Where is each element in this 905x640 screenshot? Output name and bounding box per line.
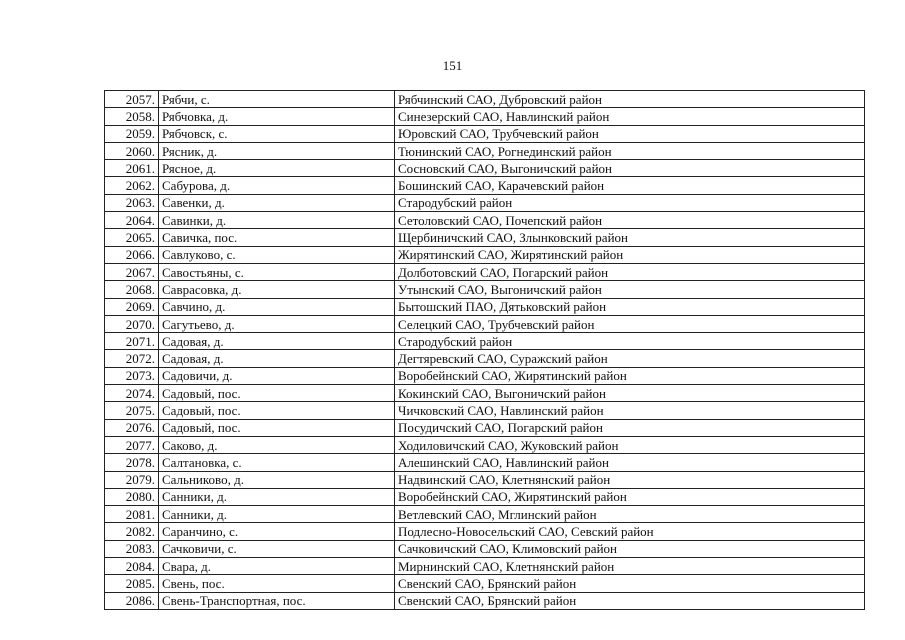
administrative-unit: Щербиничский САО, Злынковский район [395,229,865,246]
row-number: 2062. [105,177,159,194]
settlement-name: Рябчовск, с. [159,125,395,142]
settlement-name: Санники, д. [159,506,395,523]
row-number: 2079. [105,471,159,488]
settlement-name: Сагутьево, д. [159,315,395,332]
table-row [105,298,865,315]
table-row [105,315,865,332]
settlements-table-body [105,91,865,610]
row-number: 2077. [105,436,159,453]
table-row [105,160,865,177]
administrative-unit: Утынский САО, Выгоничский район [395,281,865,298]
settlement-name: Савостьяны, с. [159,263,395,280]
row-number: 2063. [105,194,159,211]
row-number: 2060. [105,142,159,159]
settlement-name: Сачковичи, с. [159,540,395,557]
administrative-unit: Ветлевский САО, Мглинский район [395,506,865,523]
row-number: 2066. [105,246,159,263]
row-number: 2069. [105,298,159,315]
settlement-name: Рябчи, с. [159,91,395,108]
row-number: 2070. [105,315,159,332]
row-number: 2078. [105,454,159,471]
row-number: 2065. [105,229,159,246]
row-number: 2076. [105,419,159,436]
row-number: 2084. [105,558,159,575]
row-number: 2067. [105,263,159,280]
table-row [105,402,865,419]
table-row [105,385,865,402]
table-row [105,350,865,367]
settlement-name: Савлуково, с. [159,246,395,263]
settlement-name: Савенки, д. [159,194,395,211]
administrative-unit: Долботовский САО, Погарский район [395,263,865,280]
page-number: 151 [442,58,463,73]
settlement-name: Сабурова, д. [159,177,395,194]
settlement-name: Савчино, д. [159,298,395,315]
table-row [105,540,865,557]
table-row [105,488,865,505]
settlement-name: Садовичи, д. [159,367,395,384]
settlement-name: Рясное, д. [159,160,395,177]
table-row [105,263,865,280]
row-number: 2073. [105,367,159,384]
administrative-unit: Кокинский САО, Выгоничский район [395,385,865,402]
table-row [105,246,865,263]
table-row [105,575,865,592]
administrative-unit: Свенский САО, Брянский район [395,592,865,609]
row-number: 2071. [105,333,159,350]
row-number: 2061. [105,160,159,177]
administrative-unit: Бытошский ПАО, Дятьковский район [395,298,865,315]
administrative-unit: Сосновский САО, Выгоничский район [395,160,865,177]
table-row [105,177,865,194]
row-number: 2082. [105,523,159,540]
row-number: 2064. [105,212,159,229]
settlement-name: Садовый, пос. [159,402,395,419]
row-number: 2074. [105,385,159,402]
table-row [105,454,865,471]
row-number: 2058. [105,108,159,125]
settlement-name: Свара, д. [159,558,395,575]
settlement-name: Сальниково, д. [159,471,395,488]
settlements-table [104,90,865,610]
settlement-name: Садовый, пос. [159,385,395,402]
administrative-unit: Стародубский район [395,333,865,350]
table-row [105,108,865,125]
administrative-unit: Юровский САО, Трубчевский район [395,125,865,142]
table-row [105,194,865,211]
table-row [105,212,865,229]
administrative-unit: Воробейнский САО, Жирятинский район [395,367,865,384]
administrative-unit: Рябчинский САО, Дубровский район [395,91,865,108]
settlement-name: Свень-Транспортная, пос. [159,592,395,609]
settlement-name: Салтановка, с. [159,454,395,471]
administrative-unit: Селецкий САО, Трубчевский район [395,315,865,332]
table-row [105,125,865,142]
settlement-name: Рясник, д. [159,142,395,159]
table-row [105,91,865,108]
administrative-unit: Бошинский САО, Карачевский район [395,177,865,194]
row-number: 2080. [105,488,159,505]
table-row [105,333,865,350]
settlement-name: Саково, д. [159,436,395,453]
table-row [105,229,865,246]
administrative-unit: Свенский САО, Брянский район [395,575,865,592]
settlement-name: Саврасовка, д. [159,281,395,298]
row-number: 2072. [105,350,159,367]
administrative-unit: Воробейнский САО, Жирятинский район [395,488,865,505]
settlement-name: Рябчовка, д. [159,108,395,125]
table-row [105,281,865,298]
row-number: 2057. [105,91,159,108]
settlement-name: Савинки, д. [159,212,395,229]
administrative-unit: Сачковичский САО, Климовский район [395,540,865,557]
table-row [105,436,865,453]
administrative-unit: Ходиловичский САО, Жуковский район [395,436,865,453]
administrative-unit: Надвинский САО, Клетнянский район [395,471,865,488]
administrative-unit: Тюнинский САО, Рогнединский район [395,142,865,159]
administrative-unit: Дегтяревский САО, Суражский район [395,350,865,367]
settlement-name: Садовая, д. [159,350,395,367]
table-row [105,419,865,436]
row-number: 2059. [105,125,159,142]
table-row [105,592,865,609]
administrative-unit: Стародубский район [395,194,865,211]
table-row [105,558,865,575]
administrative-unit: Посудичский САО, Погарский район [395,419,865,436]
table-row [105,367,865,384]
row-number: 2081. [105,506,159,523]
administrative-unit: Алешинский САО, Навлинский район [395,454,865,471]
table-row [105,506,865,523]
row-number: 2086. [105,592,159,609]
settlement-name: Савичка, пос. [159,229,395,246]
administrative-unit: Подлесно-Новосельский САО, Севский район [395,523,865,540]
settlement-name: Саранчино, с. [159,523,395,540]
settlement-name: Садовый, пос. [159,419,395,436]
table-row [105,142,865,159]
administrative-unit: Синезерский САО, Навлинский район [395,108,865,125]
table-row [105,523,865,540]
table-row [105,471,865,488]
administrative-unit: Сетоловский САО, Почепский район [395,212,865,229]
row-number: 2075. [105,402,159,419]
settlement-name: Свень, пос. [159,575,395,592]
administrative-unit: Мирнинский САО, Клетнянский район [395,558,865,575]
settlement-name: Садовая, д. [159,333,395,350]
row-number: 2083. [105,540,159,557]
row-number: 2068. [105,281,159,298]
administrative-unit: Жирятинский САО, Жирятинский район [395,246,865,263]
administrative-unit: Чичковский САО, Навлинский район [395,402,865,419]
settlement-name: Санники, д. [159,488,395,505]
row-number: 2085. [105,575,159,592]
